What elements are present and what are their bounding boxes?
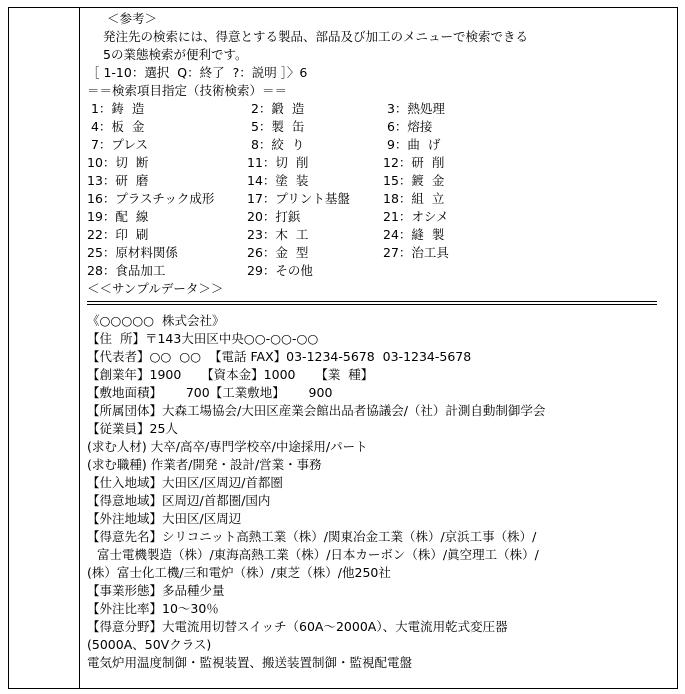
- menu-item: 2：鍛 造: [247, 101, 305, 116]
- wanted-personnel: (求む人材) 大卒/高卒/専門学校卒/中途採用/パート: [87, 439, 368, 454]
- menu-item: 29：その他: [247, 263, 313, 278]
- content-cell: [87, 10, 672, 672]
- menu-item: 4：板 金: [87, 119, 145, 134]
- sample-data-title: ＜＜サンプルデータ＞＞: [87, 281, 224, 296]
- menu-item: 11：切 削: [247, 155, 309, 170]
- outsource-area: 【外注地域】大田区/区周辺: [87, 511, 242, 526]
- customers-line-1: 【得意先名】シリコニット高熱工業（株）/関東冶金工業（株）/京浜工事（株）/: [87, 529, 537, 544]
- menu-item: 6：熔接: [383, 119, 433, 134]
- menu-row: [87, 136, 672, 154]
- menu-item: 24：縫 製: [383, 227, 445, 242]
- menu-item: 12：研 削: [383, 155, 445, 170]
- menu-item: 14：塗 装: [247, 173, 309, 188]
- menu-item: 16：プラスチック成形: [87, 191, 215, 206]
- wanted-job-types: (求む職種) 作業者/開発・設計/営業・事務: [87, 457, 322, 472]
- menu-item: 8：絞 り: [247, 137, 305, 152]
- customers-line-3: (株）富士化工機/三和電炉（株）/東芝（株）/他250社: [87, 565, 391, 580]
- column-divider: [79, 8, 80, 688]
- menu-row: [87, 190, 672, 208]
- menu-item: 18：組 立: [383, 191, 445, 206]
- menu-item: 5：製 缶: [247, 119, 305, 134]
- purchase-area: 【仕入地域】大田区/区周辺/首都圏: [87, 475, 283, 490]
- menu-row: [87, 226, 672, 244]
- menu-item: 25：原材料関係: [87, 245, 178, 260]
- menu-item: 26：金 型: [247, 245, 309, 260]
- business-form: 【事業形態】多品種少量: [87, 583, 225, 598]
- menu-title: ＝＝検索項目指定（技術検索）＝＝: [87, 83, 288, 98]
- menu-item: 17：プリント基盤: [247, 191, 350, 206]
- specialty-line-2: (5000A、50Vクラス): [87, 637, 212, 652]
- specialty-line-1: 【得意分野】大電流用切替スイッチ（60A～2000A）、大電流用乾式変圧器: [87, 619, 508, 634]
- outsource-ratio: 【外注比率】10～30％: [87, 601, 219, 616]
- menu-item: 13：研 磨: [87, 173, 149, 188]
- menu-row: [87, 172, 672, 190]
- company-address: 【住 所】〒143大田区中央○○-○○-○○: [87, 331, 319, 346]
- menu-row: [87, 262, 672, 280]
- company-name: 《○○○○○ 株式会社》: [87, 313, 225, 328]
- menu-item: 21：オシメ: [383, 209, 449, 224]
- company-site-area: 【敷地面積】 700【工業敷地】 900: [87, 385, 333, 400]
- menu-item: 28：食品加工: [87, 263, 166, 278]
- menu-item: 9：曲 げ: [383, 137, 441, 152]
- reference-heading: ＜参考＞: [107, 11, 158, 26]
- menu-row: [87, 208, 672, 226]
- company-representative: 【代表者】○○ ○○ 【電話 FAX】03-1234-5678 03-1234-5678: [87, 349, 472, 364]
- command-prompt: ［ 1-10：選択 Q：終了 ?：説明 ］〉6: [87, 65, 308, 80]
- menu-item: 15：鍍 金: [383, 173, 445, 188]
- specialty-line-3: 電気炉用温度制御・監視装置、搬送装置制御・監視配電盤: [87, 655, 413, 670]
- intro-line-2: 5の業態検索が便利です。: [103, 47, 248, 62]
- customer-area: 【得意地域】区周辺/首都圏/国内: [87, 493, 271, 508]
- menu-item: 22：印 刷: [87, 227, 149, 242]
- menu-item: 7：プレス: [87, 137, 149, 152]
- intro-line-1: 発注先の検索には、得意とする製品、部品及び加工のメニューで検索できる: [103, 29, 529, 44]
- company-employees: 【従業員】25人: [87, 421, 178, 436]
- menu-item: 19：配 線: [87, 209, 149, 224]
- company-associations: 【所属団体】大森工場協会/大田区産業会館出品者協議会/（社）計測自動制御学会: [87, 403, 546, 418]
- menu-item: 1：鋳 造: [87, 101, 145, 116]
- company-founded: 【創業年】1900 【資本金】1000 【業 種】: [87, 367, 374, 382]
- menu-row: [87, 100, 672, 118]
- menu-grid: [87, 100, 672, 280]
- double-divider: [87, 300, 672, 308]
- menu-item: 10：切 断: [87, 155, 149, 170]
- menu-row: [87, 154, 672, 172]
- menu-item: 20：打鋲: [247, 209, 301, 224]
- customers-line-2: 富士電機製造（株）/東海高熱工業（株）/日本カーボン（株）/眞空理工（株）/: [97, 547, 539, 562]
- menu-item: 27：治工具: [383, 245, 449, 260]
- menu-row: [87, 118, 672, 136]
- menu-item: 3：熱処理: [383, 101, 445, 116]
- document-table: [8, 7, 678, 689]
- menu-row: [87, 244, 672, 262]
- menu-item: 23：木 工: [247, 227, 309, 242]
